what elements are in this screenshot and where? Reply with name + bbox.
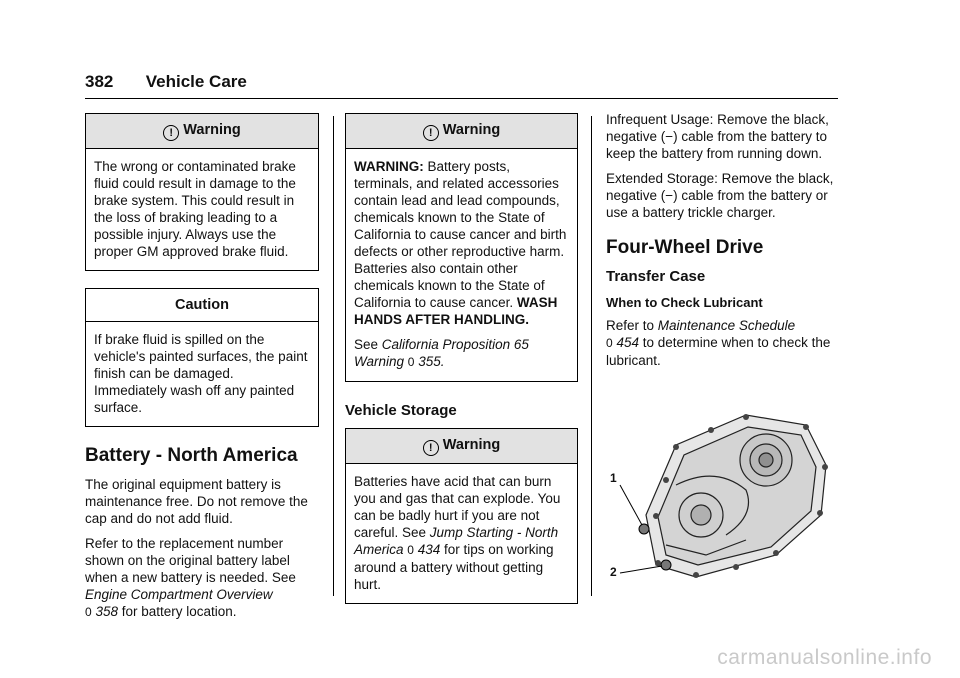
warning-box-brake-fluid <box>85 113 319 271</box>
watermark: carmanualsonline.info <box>717 646 932 669</box>
prop65-link[interactable]: California Proposition 65 Warning <box>354 337 529 369</box>
warning-box-body <box>346 149 577 381</box>
lead-warning-text <box>354 158 569 328</box>
warning-box-body <box>86 149 318 270</box>
check-post: to determine when to check the lubricant. <box>606 335 831 368</box>
warning-box-battery-acid <box>345 428 578 604</box>
when-to-check-heading: When to Check Lubricant <box>606 295 763 310</box>
column-3 <box>606 111 836 377</box>
four-wheel-drive-heading: Four-Wheel Drive <box>606 237 764 258</box>
acid-text-post: for tips on working around a battery without getting hurt. <box>354 542 554 592</box>
warning-box-header <box>86 114 318 149</box>
warning-title: Warning <box>442 437 501 453</box>
header-rule <box>85 98 838 99</box>
infrequent-usage-text: Infrequent Usage: Remove the black, negative (−) cable from the battery to keep the battery from running down. <box>606 112 829 161</box>
column-2 <box>345 113 578 604</box>
callout-2: 2 <box>610 565 617 579</box>
see-text: See <box>354 337 382 352</box>
extended-storage-text: Extended Storage: Remove the black, negative (−) cable from the battery or use a battery trickle charger. <box>606 171 834 220</box>
caution-text: If brake fluid is spilled on the vehicle's painted surfaces, the paint finish can be damaged. Immediately wash off any painted surface. <box>94 332 308 415</box>
section-title: Vehicle Care <box>145 72 247 91</box>
prop65-reference <box>354 336 569 371</box>
warning-box-lead <box>345 113 578 382</box>
warning-lead-body: Battery posts, terminals, and related accessories contain lead and lead compounds, chemicals known to the State of California to cause cancer and birth defects or other reproductive harm. Batteries also contain other chemicals known to the State of California to cause cancer. <box>354 159 567 310</box>
transfer-case-illustration <box>606 405 838 585</box>
caution-box-brake-fluid <box>85 288 319 427</box>
page-header <box>85 72 247 92</box>
jump-starting-link[interactable]: Jump Starting - North America <box>354 525 559 557</box>
caution-title: Caution <box>175 297 229 313</box>
warning-icon: ! <box>423 440 439 456</box>
engine-compartment-link[interactable]: Engine Compartment Overview <box>85 587 273 602</box>
battery-heading: Battery - North America <box>85 445 298 466</box>
callout-1: 1 <box>610 471 617 485</box>
warning-icon: ! <box>423 125 439 141</box>
warning-lead-tail: WASH HANDS AFTER HANDLING. <box>354 295 558 327</box>
vehicle-storage-heading: Vehicle Storage <box>345 402 457 419</box>
acid-text-pre: Batteries have acid that can burn you and gas that can explode. You can be badly hurt if you are not careful. See <box>354 474 561 540</box>
page-ref-arrow: 0 <box>407 543 414 557</box>
caution-box-header <box>86 289 318 322</box>
warning-title: Warning <box>183 122 241 138</box>
warning-icon: ! <box>163 125 179 141</box>
warning-box-header <box>346 114 577 149</box>
page-ref-arrow: 0 <box>407 355 415 369</box>
page-ref-arrow: 0 <box>606 336 613 350</box>
page-ref-355[interactable]: 355. <box>418 354 445 369</box>
column-divider-1 <box>333 116 334 596</box>
transfer-case-figure <box>606 405 838 585</box>
maintenance-schedule-link[interactable]: Maintenance Schedule <box>657 318 796 333</box>
column-divider-2 <box>591 116 592 596</box>
transfer-case-heading: Transfer Case <box>606 268 706 285</box>
check-pre: Refer to <box>606 318 658 333</box>
warning-text: The wrong or contaminated brake fluid could result in damage to the brake system. This could result in the loss of braking leading to a possible injury. Always use the proper GM approved brake fluid. <box>94 159 296 259</box>
page-number: 382 <box>85 72 114 91</box>
battery-paragraph-2 <box>85 535 319 621</box>
page-ref-434[interactable]: 434 <box>417 542 441 557</box>
warning-box-header <box>346 429 577 464</box>
check-lubricant-text <box>606 317 836 369</box>
battery-paragraph-1: The original equipment battery is maintenance free. Do not remove the cap and do not add fluid. <box>85 477 308 526</box>
acid-warning-text <box>354 473 569 593</box>
page-ref-358[interactable]: 358 <box>95 604 118 619</box>
page-ref-454[interactable]: 454 <box>616 335 639 350</box>
warning-lead-label: WARNING: <box>354 159 424 174</box>
battery-p2-tail: for battery location. <box>117 604 237 619</box>
caution-box-body <box>86 322 318 426</box>
warning-title: Warning <box>442 122 501 138</box>
column-1 <box>85 113 319 629</box>
battery-p2-text: Refer to the replacement number shown on the original battery label when a new battery is needed. See <box>85 536 296 585</box>
page-ref-arrow: 0 <box>85 605 92 619</box>
warning-box-body <box>346 464 577 603</box>
